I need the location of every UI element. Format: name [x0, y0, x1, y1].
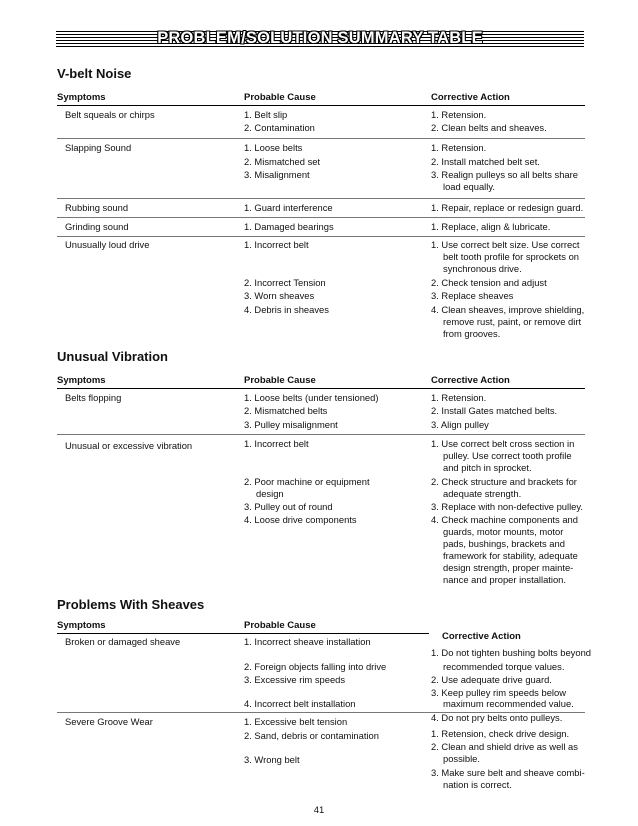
cause-line: 1. Excessive belt tension — [244, 716, 348, 727]
action-line: 1. Replace, align & lubricate. — [431, 221, 551, 232]
cause-line: 1. Incorrect sheave installation — [244, 636, 371, 647]
action-line: 1. Repair, replace or redesign guard. — [431, 202, 584, 213]
action-line: remove rust, paint, or remove dirt — [443, 316, 582, 327]
header-symptoms: Symptoms — [57, 92, 106, 103]
cause-line: 1. Loose belts — [244, 142, 303, 153]
action-line: maximum recommended value. — [443, 698, 574, 709]
action-line: 4. Check machine components and — [431, 514, 578, 525]
action-line: 2. Check structure and brackets for — [431, 476, 577, 487]
action-line: 4. Do not pry belts onto pulleys. — [431, 712, 563, 723]
action-line: nance and proper installation. — [443, 574, 567, 585]
header-rule — [57, 388, 585, 389]
cause-line: 3. Pulley out of round — [244, 501, 333, 512]
cause-line: 1. Loose belts (under tensioned) — [244, 392, 379, 403]
symptom-cell: Broken or damaged sheave — [65, 636, 181, 647]
action-line: 2. Use adequate drive guard. — [431, 674, 552, 685]
action-line: 2. Check tension and adjust — [431, 277, 547, 288]
header-corrective-action: Corrective Action — [431, 375, 510, 386]
action-line: 2. Clean belts and sheaves. — [431, 122, 547, 133]
symptom-cell: Severe Groove Wear — [65, 716, 153, 727]
cause-line: 2. Mismatched belts — [244, 405, 328, 416]
cause-line: 3. Worn sheaves — [244, 290, 315, 301]
action-line: 3. Align pulley — [431, 419, 489, 430]
action-line: synchronous drive. — [443, 263, 522, 274]
cause-line: 1. Incorrect belt — [244, 239, 309, 250]
action-line: 4. Clean sheaves, improve shielding, — [431, 304, 585, 315]
symptom-cell: Unusually loud drive — [65, 239, 150, 250]
action-line: pads, bushings, brackets and — [443, 538, 565, 549]
action-line: 3. Make sure belt and sheave combi- — [431, 767, 585, 778]
action-line: 1. Retension. — [431, 392, 487, 403]
action-line: nation is correct. — [443, 779, 512, 790]
action-line: 1. Retension. — [431, 142, 487, 153]
header-rule — [57, 105, 585, 106]
action-line: pulley. Use correct tooth profile — [443, 450, 572, 461]
symptom-cell: Belts flopping — [65, 392, 122, 403]
action-line: 1. Retension, check drive design. — [431, 728, 570, 739]
action-line: 3. Realign pulleys so all belts share — [431, 169, 578, 180]
row-divider — [57, 138, 585, 139]
action-line: 2. Install Gates matched belts. — [431, 405, 558, 416]
action-line: guards, motor mounts, motor — [443, 526, 564, 537]
page-number: 41 — [313, 805, 325, 816]
action-line: 3. Replace sheaves — [431, 290, 514, 301]
cause-line: 1. Belt slip — [244, 109, 288, 120]
cause-line: 3. Excessive rim speeds — [244, 674, 346, 685]
cause-line: 2. Mismatched set — [244, 156, 321, 167]
header-rule — [57, 633, 429, 634]
cause-line: 1. Guard interference — [244, 202, 333, 213]
action-line: 2. Clean and shield drive as well as — [431, 741, 578, 752]
row-divider — [57, 198, 585, 199]
cause-line: 2. Sand, debris or contamination — [244, 730, 379, 741]
symptom-cell: Rubbing sound — [65, 202, 129, 213]
action-line: load equally. — [443, 181, 495, 192]
action-line: recommended torque values. — [443, 661, 565, 672]
section-title-unusual-vibration: Unusual Vibration — [57, 349, 168, 364]
symptom-cell: Slapping Sound — [65, 142, 132, 153]
header-probable-cause: Probable Cause — [244, 92, 316, 103]
symptom-cell: Grinding sound — [65, 221, 129, 232]
action-line: framework for stability, adequate — [443, 550, 578, 561]
cause-line: 3. Wrong belt — [244, 754, 300, 765]
cause-line: 1. Damaged bearings — [244, 221, 334, 232]
action-line: 1. Use correct belt size. Use correct — [431, 239, 580, 250]
action-line: 3. Keep pulley rim speeds below — [431, 687, 566, 698]
action-line: design strength, proper mainte- — [443, 562, 574, 573]
action-line: possible. — [443, 753, 481, 764]
action-line: adequate strength. — [443, 488, 522, 499]
action-line: 3. Replace with non-defective pulley. — [431, 501, 583, 512]
cause-line: 4. Incorrect belt installation — [244, 698, 356, 709]
action-line: 1. Retension. — [431, 109, 487, 120]
page-title: PROBLEM/SOLUTION SUMMARY TABLE — [157, 29, 483, 47]
cause-line: 2. Poor machine or equipment — [244, 476, 370, 487]
symptom-cell: Unusual or excessive vibration — [65, 440, 193, 451]
cause-line: 2. Incorrect Tension — [244, 277, 326, 288]
row-divider — [57, 217, 585, 218]
section-title-vbelt-noise: V-belt Noise — [57, 66, 132, 81]
row-divider — [57, 236, 585, 237]
action-line: 2. Install matched belt set. — [431, 156, 540, 167]
action-line: 1. Do not tighten bushing bolts beyond — [431, 647, 592, 658]
header-symptoms: Symptoms — [57, 375, 106, 386]
cause-line: 2. Foreign objects falling into drive — [244, 661, 387, 672]
symptom-cell: Belt squeals or chirps — [65, 109, 155, 120]
action-line: from grooves. — [443, 328, 501, 339]
cause-line: 3. Misalignment — [244, 169, 310, 180]
header-probable-cause: Probable Cause — [244, 620, 316, 631]
cause-line: 4. Loose drive components — [244, 514, 357, 525]
header-corrective-action: Corrective Action — [442, 631, 521, 642]
cause-line: 3. Pulley misalignment — [244, 419, 338, 430]
section-title-problems-with-sheaves: Problems With Sheaves — [57, 597, 205, 612]
action-line: belt tooth profile for sprockets on — [443, 251, 580, 262]
action-line: and pitch in sprocket. — [443, 462, 532, 473]
header-corrective-action: Corrective Action — [431, 92, 510, 103]
cause-line: 2. Contamination — [244, 122, 315, 133]
row-divider — [57, 434, 585, 435]
header-probable-cause: Probable Cause — [244, 375, 316, 386]
cause-line: 4. Debris in sheaves — [244, 304, 329, 315]
cause-line: design — [256, 488, 284, 499]
title-banner — [56, 31, 584, 49]
action-line: 1. Use correct belt cross section in — [431, 438, 575, 449]
cause-line: 1. Incorrect belt — [244, 438, 309, 449]
header-symptoms: Symptoms — [57, 620, 106, 631]
